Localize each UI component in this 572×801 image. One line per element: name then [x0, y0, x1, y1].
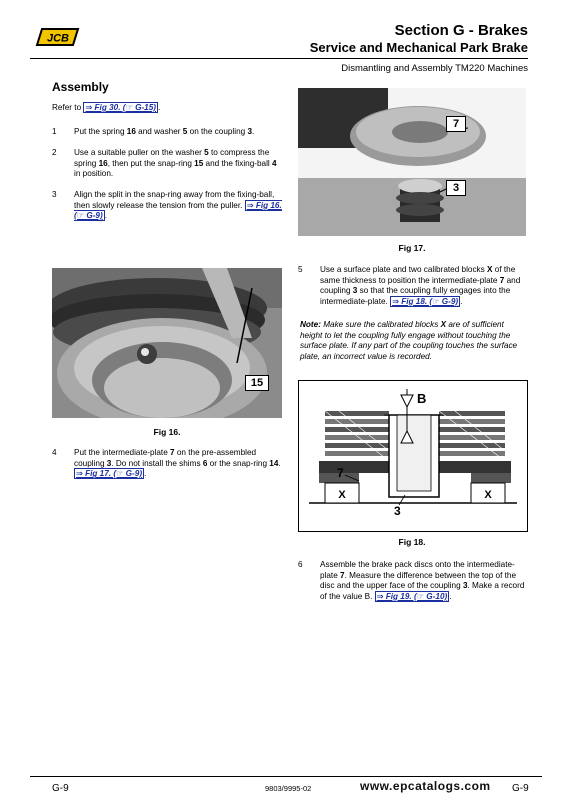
fig16-photo — [52, 268, 282, 418]
step-4: 4 Put the intermediate-plate 7 on the pre-assembled coupling 3. Do not install the shims 6 or the snap-ring 14. ⇒ Fig 17. (☞ G-9) . — [52, 448, 281, 479]
page-number-left: G-9 — [52, 783, 69, 794]
fig17-photo — [298, 88, 526, 236]
fig16-caption: Fig 16. — [153, 427, 181, 437]
footer-rule — [30, 776, 542, 777]
svg-text:JCB: JCB — [46, 32, 70, 45]
subsection-title: Dismantling and Assembly TM220 Machines — [341, 63, 528, 74]
jcb-logo — [34, 26, 80, 48]
fig17-callout-7: 7 — [446, 116, 466, 132]
refer-line: Refer to ⇒ Fig 30. (☞ G-15) . — [52, 103, 161, 112]
note: Note: Make sure the calibrated blocks X are of sufficient height to let the coupling fully engage without touching the surface plate. If any part of the coupling touches the surface plate, an incorrect value is recorded. — [300, 320, 518, 361]
fig16-link[interactable]: ⇒ Fig 16. (☞ G-9) — [74, 200, 282, 221]
page-number-right: G-9 — [512, 783, 529, 794]
fig18-caption: Fig 18. — [398, 537, 426, 547]
svg-text:B: B — [417, 391, 427, 406]
fig18-diagram — [298, 380, 528, 532]
step-6: 6 Assemble the brake pack discs onto the intermediate-plate 7. Measure the difference between the top of the disc and the upper face of the coupling 3. Make a record of the value B. ⇒ Fig 19. (☞ G-10) . — [298, 560, 525, 601]
fig19-link[interactable]: ⇒ Fig 19. (☞ G-10) — [376, 591, 448, 601]
right-disc-stack — [439, 411, 505, 461]
step-2: 2 Use a suitable puller on the washer 5 to compress the spring 16, then put the snap-ring 15 and the fixing-ball 4 in position. — [52, 148, 277, 179]
fig17-caption: Fig 17. — [398, 243, 426, 253]
svg-text:3: 3 — [394, 504, 401, 518]
fig16-callout-15: 15 — [245, 375, 269, 391]
fig17-link[interactable]: ⇒ Fig 17. (☞ G-9) — [76, 469, 143, 479]
svg-text:X: X — [338, 489, 346, 501]
doc-number: 9803/9995-02 — [265, 784, 312, 793]
section-subtitle: Service and Mechanical Park Brake — [309, 40, 528, 55]
header-rule — [30, 58, 528, 59]
step-5: 5 Use a surface plate and two calibrated blocks X of the same thickness to position the intermediate-plate 7 and coupling 3 so that the coupling fully engages into the intermediate-plate. ⇒ Fig 18. (☞ G-9) . — [298, 265, 521, 306]
section-title: Section G - Brakes — [394, 22, 528, 39]
assembly-heading: Assembly — [52, 80, 109, 94]
step-1: 1 Put the spring 16 and washer 5 on the coupling 3. — [52, 127, 255, 136]
fig17-callout-3: 3 — [446, 180, 466, 196]
fig30-link[interactable]: ⇒ Fig 30. (☞ G-15) — [85, 103, 157, 112]
svg-text:X: X — [484, 489, 492, 501]
fig18-link[interactable]: ⇒ Fig 18. (☞ G-9) — [392, 296, 459, 306]
svg-text:7: 7 — [337, 466, 344, 480]
left-disc-stack — [325, 411, 389, 461]
watermark: www.epcatalogs.com — [360, 779, 491, 793]
step-3: 3 Align the split in the snap-ring away from the fixing-ball, then slowly release the tension from the puller. ⇒ Fig 16. (☞ G-9) . — [52, 190, 282, 221]
